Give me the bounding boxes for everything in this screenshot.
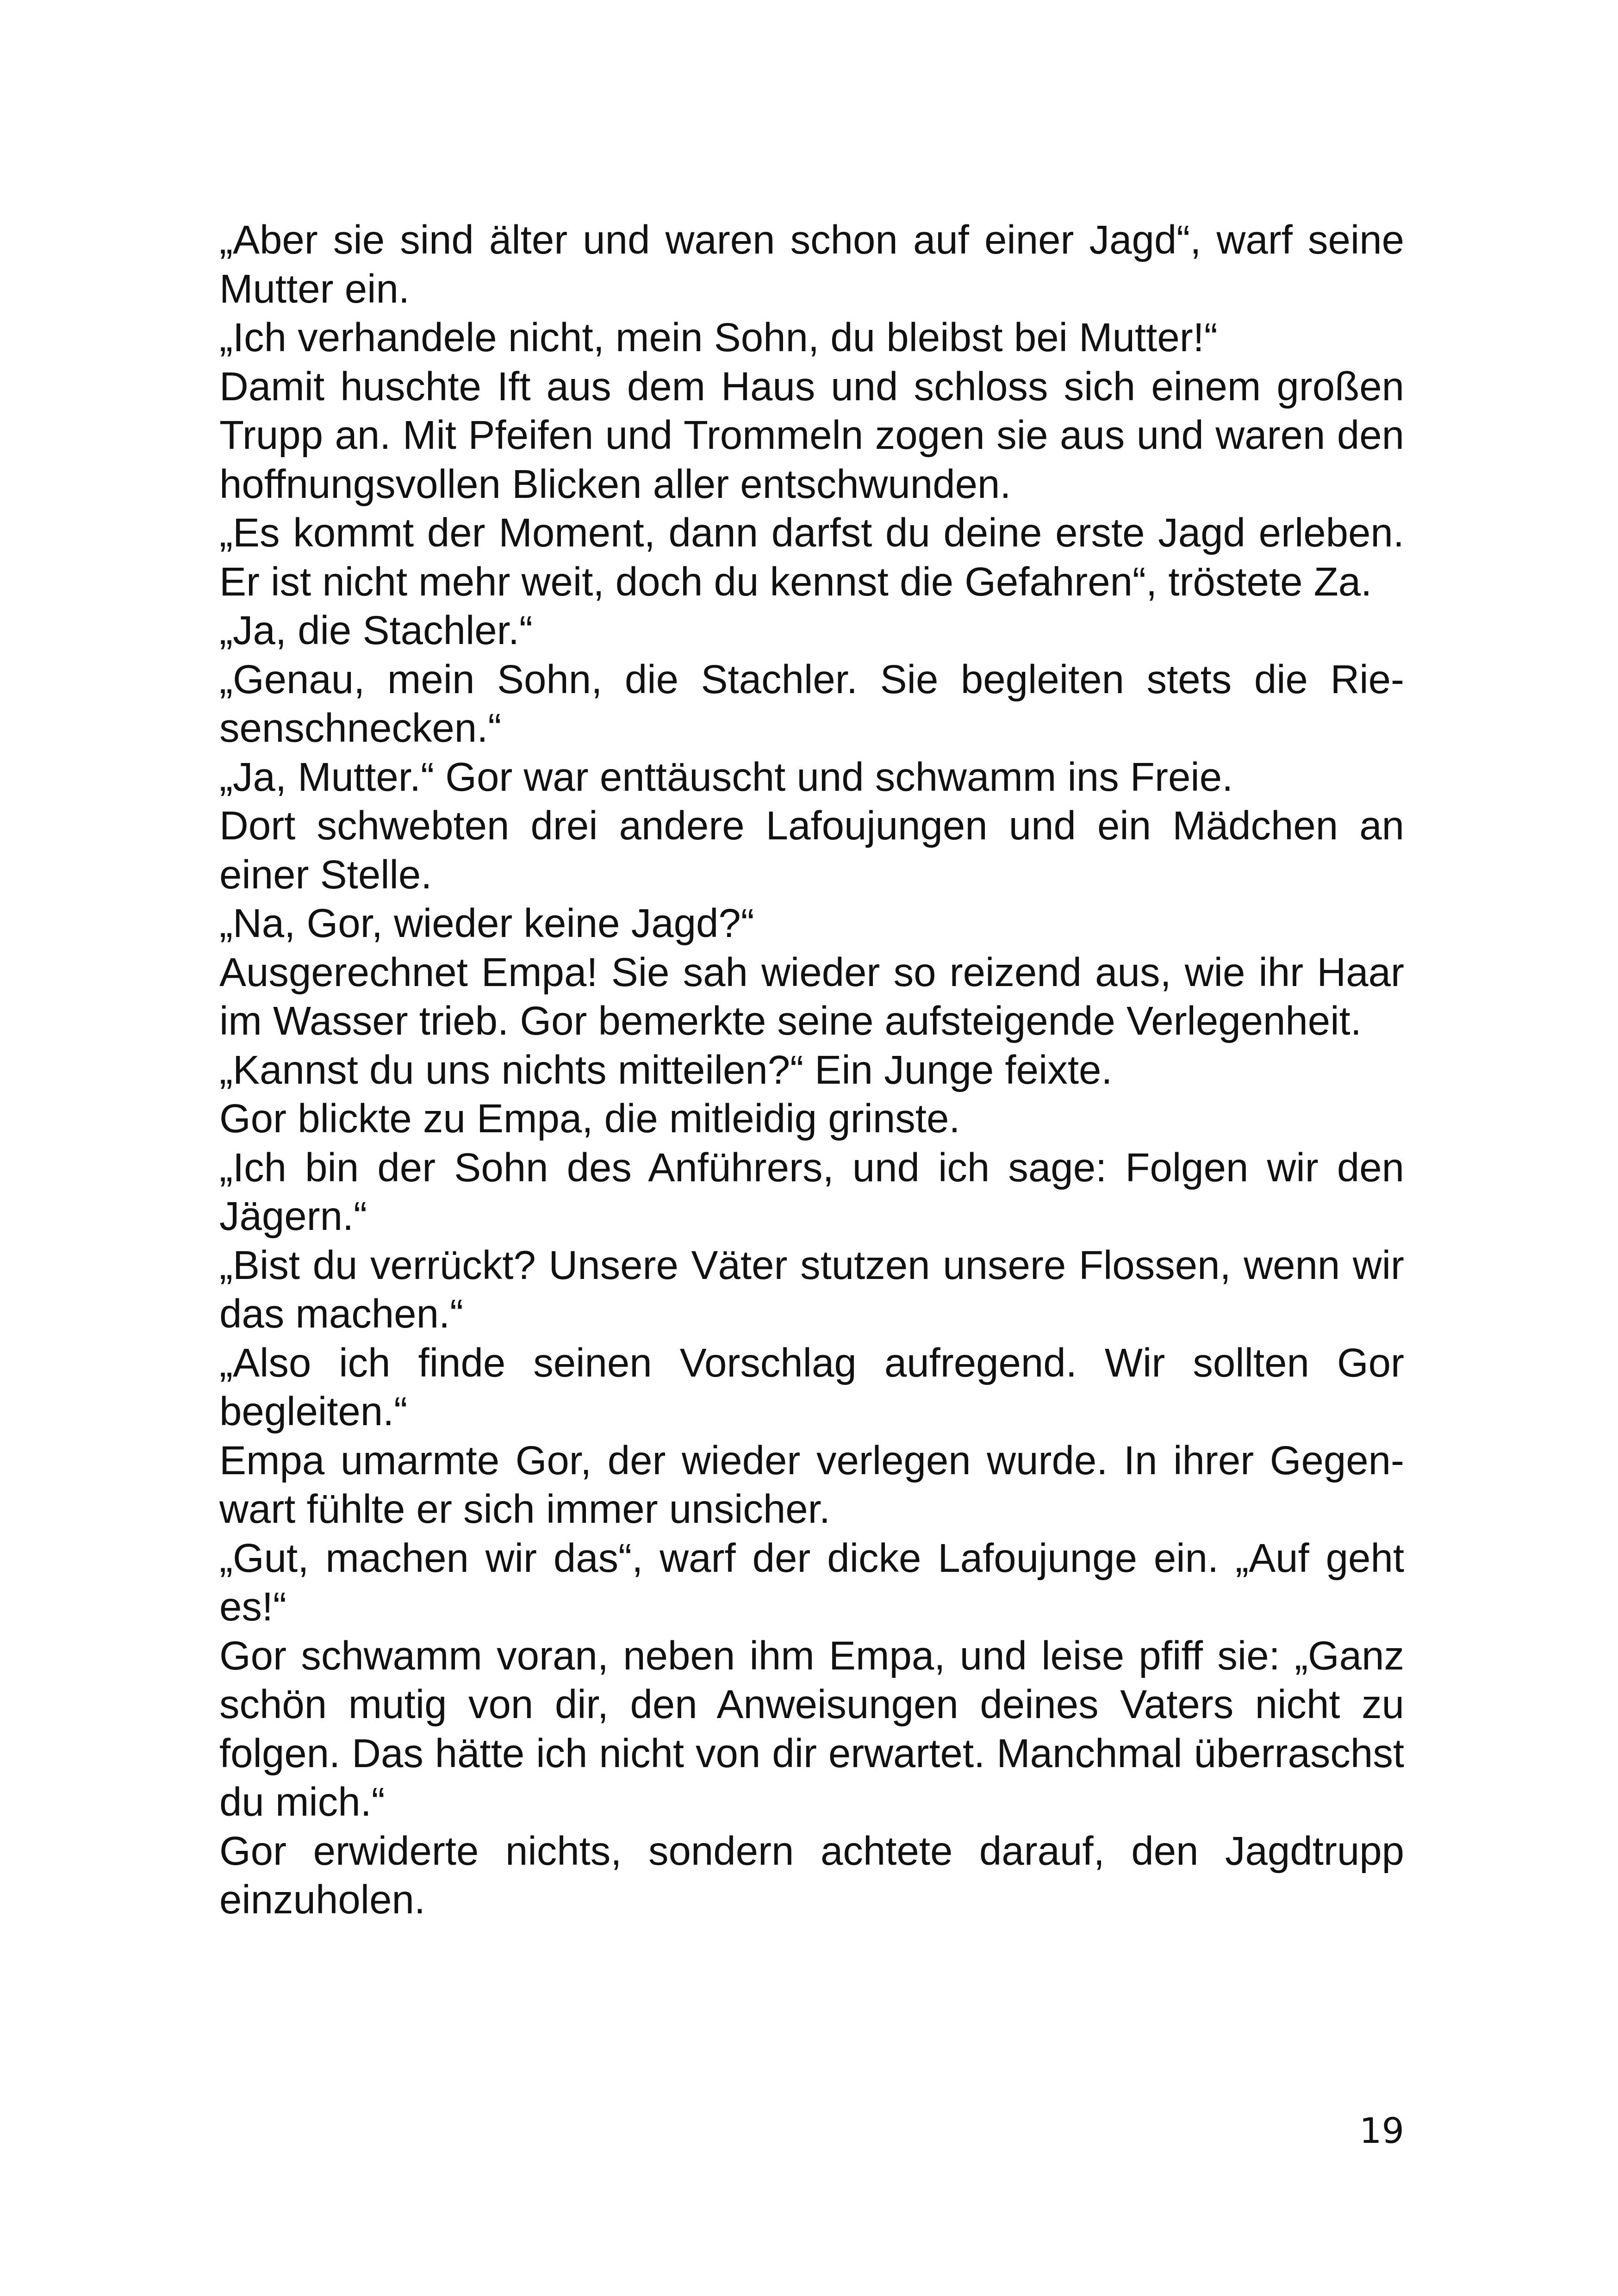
paragraph: „Ja, die Stachler.“ [219,608,533,653]
page-number: 19 [1359,2110,1404,2151]
paragraph: „Genau, mein Sohn, die Stachler. Sie begleiten stets die Riesenschnecken.“ [219,657,1404,751]
paragraph: „Bist du verrückt? Unsere Väter stutzen unsere Flossen, wenn wir das machen.“ [219,1242,1404,1336]
paragraph: Gor blickte zu Empa, die mitleidig grinste. [219,1096,960,1141]
paragraph: „Ich bin der Sohn des Anführers, und ich sage: Folgen wir den Jägern.“ [219,1145,1404,1239]
paragraph: „Ja, Mutter.“ Gor war enttäuscht und schwamm ins Freie. [219,754,1233,800]
paragraph: „Also ich finde seinen Vorschlag aufregend. Wir sollten Gor begleiten.“ [219,1340,1404,1434]
paragraph: Ausgerechnet Empa! Sie sah wieder so reizend aus, wie ihr Haar im Wasser trieb. Gor bemerkte seine aufsteigende Verlegenheit. [219,949,1404,1043]
paragraph: Gor erwiderte nichts, sondern achtete darauf, den Jagdtrupp einzuholen. [219,1828,1404,1922]
paragraph: Gor schwamm voran, neben ihm Empa, und leise pfiff sie: „Ganz schön mutig von dir, den Anweisungen deines Vaters nicht zu folgen. Das hätte ich nicht von dir erwartet. Manchmal überraschst du mich.“ [219,1633,1404,1824]
paragraph: Damit huschte Ift aus dem Haus und schloss sich einem großen Trupp an. Mit Pfeifen und Trommeln zogen sie aus und waren den hoffnungsvollen Blicken aller entschwunden. [219,364,1404,507]
paragraph: „Gut, machen wir das“, warf der dicke Lafoujunge ein. „Auf geht es!“ [219,1535,1404,1629]
paragraph: Empa umarmte Gor, der wieder verlegen wurde. In ihrer Gegenwart fühlte er sich immer unsicher. [219,1438,1404,1532]
paragraph: Dort schwebten drei andere Lafoujungen und ein Mädchen an einer Stelle. [219,803,1404,897]
body-text [219,216,1404,1924]
paragraph: „Aber sie sind älter und waren schon auf einer Jagd“, warf seine Mutter ein. [219,217,1404,311]
paragraph: „Na, Gor, wieder keine Jagd?“ [219,901,754,946]
paragraph: „Ich verhandele nicht, mein Sohn, du bleibst bei Mutter!“ [219,315,1218,360]
paragraph: „Es kommt der Moment, dann darfst du deine erste Jagd erleben. Er ist nicht mehr weit, doch du kennst die Gefahren“, tröstete Za. [219,510,1404,604]
paragraph: „Kannst du uns nichts mitteilen?“ Ein Junge feixte. [219,1047,1113,1092]
